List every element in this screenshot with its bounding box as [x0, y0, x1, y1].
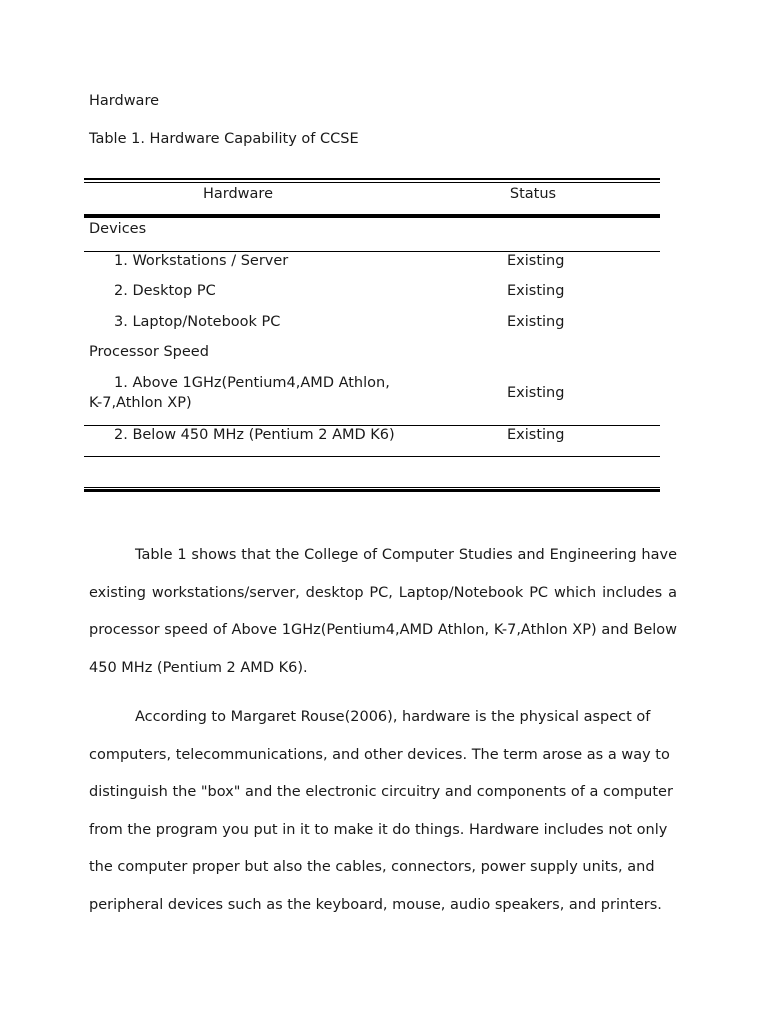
group-label-devices: Devices — [89, 221, 147, 237]
column-header-hardware: Hardware — [202, 186, 273, 202]
body-paragraph: According to Margaret Rouse(2006), hardware is the physical aspect of computers, telecommunications, and other devices. The term arose as a way to distinguish the "box" and the electronic circuitry and components of a computer from the program you put in it to make it do things. Hardware includes not only the computer proper but also the cables, connectors, power supply units, and peripheral devices such as the keyboard, mouse, audio speakers, and printers. — [89, 709, 673, 913]
table-row-item: 1. Above 1GHz(Pentium4,AMD Athlon, K-7,Athlon XP) — [89, 375, 390, 411]
header-bottom-rule — [84, 214, 660, 218]
table-row-status: Existing — [507, 427, 565, 443]
table-row-status: Existing — [507, 283, 565, 299]
table-top-rule-thick — [84, 178, 660, 180]
table-row-status: Existing — [507, 385, 565, 401]
table-top-rule-thin — [84, 182, 660, 183]
table-caption: Table 1. Hardware Capability of CCSE — [89, 131, 359, 147]
table-row-status: Existing — [507, 253, 565, 269]
row-divider — [84, 456, 660, 457]
table-bottom-rule-thin — [84, 487, 660, 488]
table-bottom-rule-thick — [84, 489, 660, 492]
table-row-item: 2. Below 450 MHz (Pentium 2 AMD K6) — [114, 427, 395, 443]
table-row-status: Existing — [507, 314, 565, 330]
group-label-processor-speed: Processor Speed — [89, 344, 209, 360]
column-header-status: Status — [509, 186, 557, 202]
section-heading: Hardware — [89, 93, 160, 109]
table-row-item: 3. Laptop/Notebook PC — [114, 314, 281, 330]
body-paragraph: Table 1 shows that the College of Computer Studies and Engineering have existing workstations/server, desktop PC, Laptop/Notebook PC which includes a processor speed of Above 1GHz(Pentium4,AMD Athlon, K-7,Athlon XP) and Below 450 MHz (Pentium 2 AMD K6). — [89, 547, 677, 676]
table-row-item: 1. Workstations / Server — [114, 253, 289, 269]
table-row-item: 2. Desktop PC — [114, 283, 216, 299]
